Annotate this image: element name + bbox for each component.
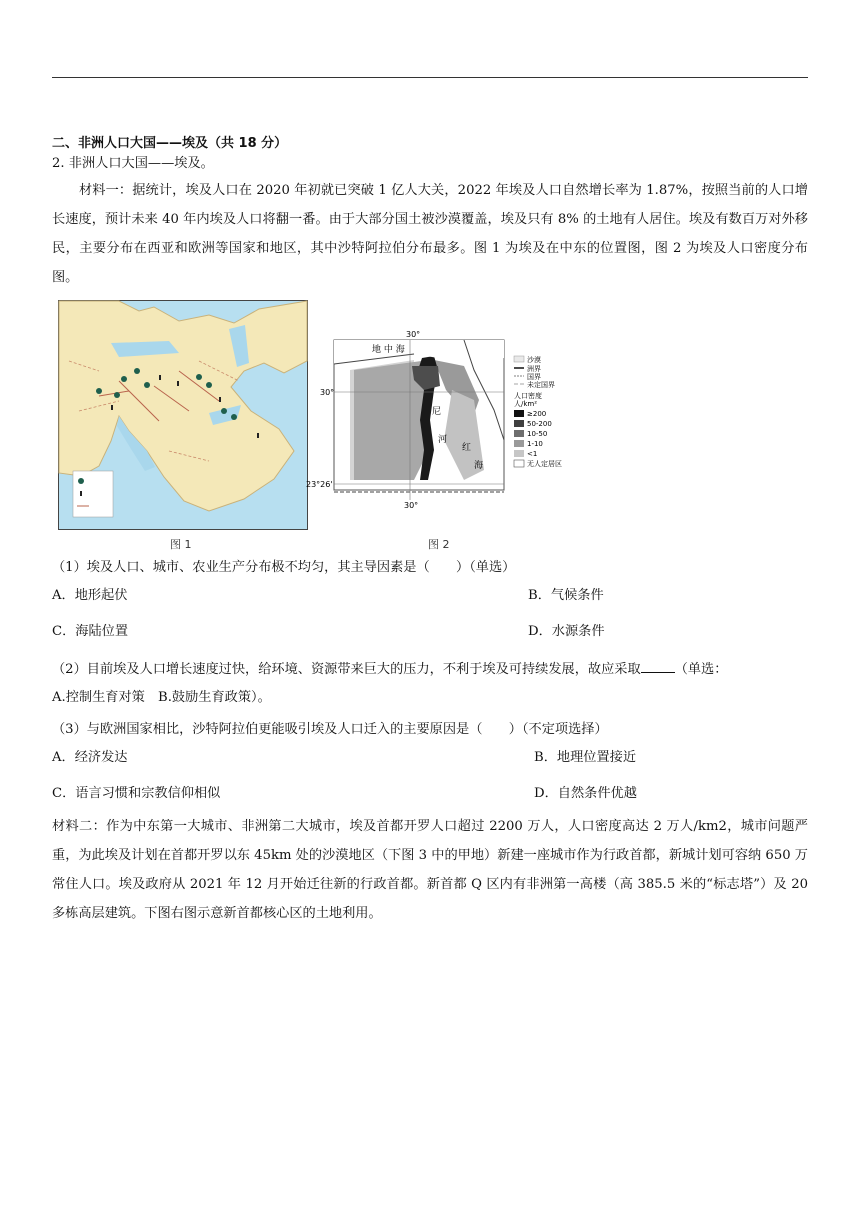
egypt-density-map-image (306, 330, 580, 526)
q3-option-b[interactable]: B．地理位置接近 (534, 750, 637, 765)
legend-d3: 10-50 (527, 430, 548, 438)
question-2 (52, 656, 808, 712)
q3-option-a[interactable]: A．经济发达 (52, 750, 128, 765)
lon-bottom-label: 30° (404, 501, 419, 510)
legend-d6: 无人定居区 (527, 460, 562, 468)
q3-option-d[interactable]: D．自然条件优越 (534, 786, 637, 801)
red-sea-label-1: 红 (462, 443, 472, 453)
q1-option-c[interactable]: C．海陆位置 (52, 624, 129, 639)
q3-option-c[interactable]: C．语言习惯和宗教信仰相似 (52, 786, 221, 801)
question-2-choices: A.控制生育对策 B.鼓励生育政策）。 (52, 690, 271, 705)
figure-2-caption: 图 2 (428, 538, 450, 551)
middle-east-map (58, 300, 308, 530)
header-rule (52, 77, 808, 78)
question-3-options-row-1 (52, 740, 808, 776)
lat-top-label: 30° (406, 330, 421, 339)
legend-d1: ≥200 (527, 410, 547, 418)
legend-d2: 50-200 (527, 420, 552, 428)
tropic-label: 23°26' (306, 480, 333, 489)
legend-d5: <1 (527, 450, 538, 458)
question-2-stem: （2）目前埃及人口增长速度过快，给环境、资源带来巨大的压力，不利于埃及可持续发展，故应采取 (52, 662, 641, 677)
legend-density-title-1: 人口密度 (514, 392, 542, 400)
question-3-options-row-2 (52, 776, 808, 812)
question-3-stem: （3）与欧洲国家相比，沙特阿拉伯更能吸引埃及人口迁入的主要原因是（ ）（不定项选择） (52, 722, 608, 737)
material-one: 材料一：据统计，埃及人口在 2020 年初就已突破 1 亿人大关，2022 年埃及人口自然增长率为 1.87%，按照当前的人口增长速度，预计未来 40 年内埃及人口将翻一番。由于大部分国土被沙漠覆盖，埃及只有 8% 的土地有人居住。埃及有数百万对外移民，主要分布在西亚和欧洲等国家和地区，其中沙特阿拉伯分布最多。图 1 为埃及在中东的位置图，图 2 为埃及人口密度分布图。 (52, 183, 808, 285)
density-legend (514, 355, 562, 468)
legend-desert: 沙漠 (527, 356, 541, 364)
material-two: 材料二：作为中东第一大城市、非洲第二大城市，埃及首都开罗人口超过 2200 万人，人口密度高达 2 万人/km2，城市问题严重，为此埃及计划在首都开罗以东 45km 处的沙漠地区（下图 3 中的甲地）新建一座城市作为行政首都，新城计划可容纳 650 万常住人口。埃及政府从 2021 年 12 月开始迁往新的行政首都。新首都 Q 区内有非洲第一高楼（高 385.5 米的“标志塔”）及 20 多栋高层建筑。下图右图示意新首都核心区的土地利用。 (52, 819, 808, 921)
q1-option-a[interactable]: A．地形起伏 (52, 588, 128, 603)
section-title: 二、非洲人口大国——埃及（共 18 分） (52, 136, 288, 151)
lat-left-label: 30° (320, 388, 335, 397)
question-1-options-row-1 (52, 578, 808, 614)
mediterranean-label: 地 中 海 (372, 345, 405, 355)
figure-1-caption: 图 1 (170, 538, 192, 551)
legend-national-border: 国界 (527, 373, 541, 381)
question-2-answer-blank[interactable] (641, 658, 675, 673)
question-1-options-row-2 (52, 614, 808, 650)
middle-east-map-image (59, 301, 307, 529)
figures (52, 300, 808, 552)
question-2-stem-after: （单选： (674, 662, 728, 677)
legend-d4: 1-10 (527, 440, 543, 448)
legend-continent-border: 洲界 (527, 365, 541, 373)
egypt-population-density-map (306, 330, 580, 526)
legend-density-title-2: 人/km² (514, 400, 538, 408)
document-body (52, 134, 808, 928)
nile-label-2: 河 (438, 435, 448, 445)
red-sea-label-2: 海 (474, 461, 484, 471)
q1-option-b[interactable]: B．气候条件 (528, 588, 604, 603)
legend-undefined-border: 未定国界 (527, 381, 555, 389)
question-title: 2. 非洲人口大国——埃及。 (52, 156, 214, 171)
question-1-stem: （1）埃及人口、城市、农业生产分布极不均匀，其主导因素是（ ）（单选） (52, 560, 516, 575)
q1-option-d[interactable]: D．水源条件 (528, 624, 605, 639)
nile-label-1: 尼 (432, 407, 442, 417)
